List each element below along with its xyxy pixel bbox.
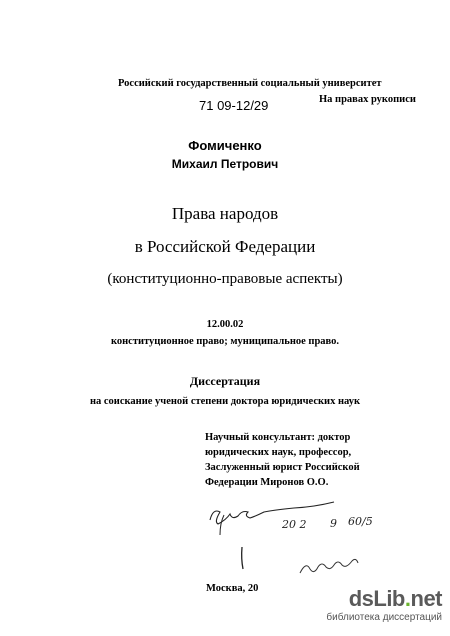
advisor-line: Заслуженный юрист Российской: [205, 462, 360, 473]
advisor-line: Научный консультант: доктор: [205, 432, 351, 443]
handwritten-signature: [200, 495, 390, 585]
title-line-2: в Российской Федерации: [134, 237, 316, 256]
svg-text:20 2: 20 2: [282, 518, 307, 531]
author-surname: Фомиченко: [188, 138, 262, 153]
watermark-caption: библиотека диссертаций: [326, 612, 442, 623]
svg-text:9: 9: [330, 517, 337, 530]
dslib-logo: dsLib.net: [348, 586, 442, 611]
specialty-code: 12.00.02: [206, 319, 244, 330]
author-given-names: Михаил Петрович: [171, 157, 279, 171]
advisor-line: юридических наук, профессор,: [205, 447, 352, 458]
registration-code: 71 09-12/29: [199, 98, 269, 113]
dissertation-label: Диссертация: [189, 374, 261, 388]
specialty-name: конституционное право; муниципальное право.: [110, 336, 340, 347]
svg-text:60/5: 60/5: [348, 515, 373, 528]
dslib-watermark[interactable]: [292, 588, 442, 628]
degree-description: на соискание ученой степени доктора юридических наук: [89, 396, 361, 407]
title-subtitle: (конституционно-правовые аспекты): [107, 271, 343, 287]
advisor-line: Федерации Миронов О.О.: [205, 477, 329, 488]
city-year: Москва, 20: [206, 583, 259, 594]
title-line-1: Права народов: [171, 204, 279, 223]
manuscript-rights-label: На правах рукописи: [319, 94, 416, 105]
university-name: Российский государственный социальный университет: [118, 78, 382, 89]
